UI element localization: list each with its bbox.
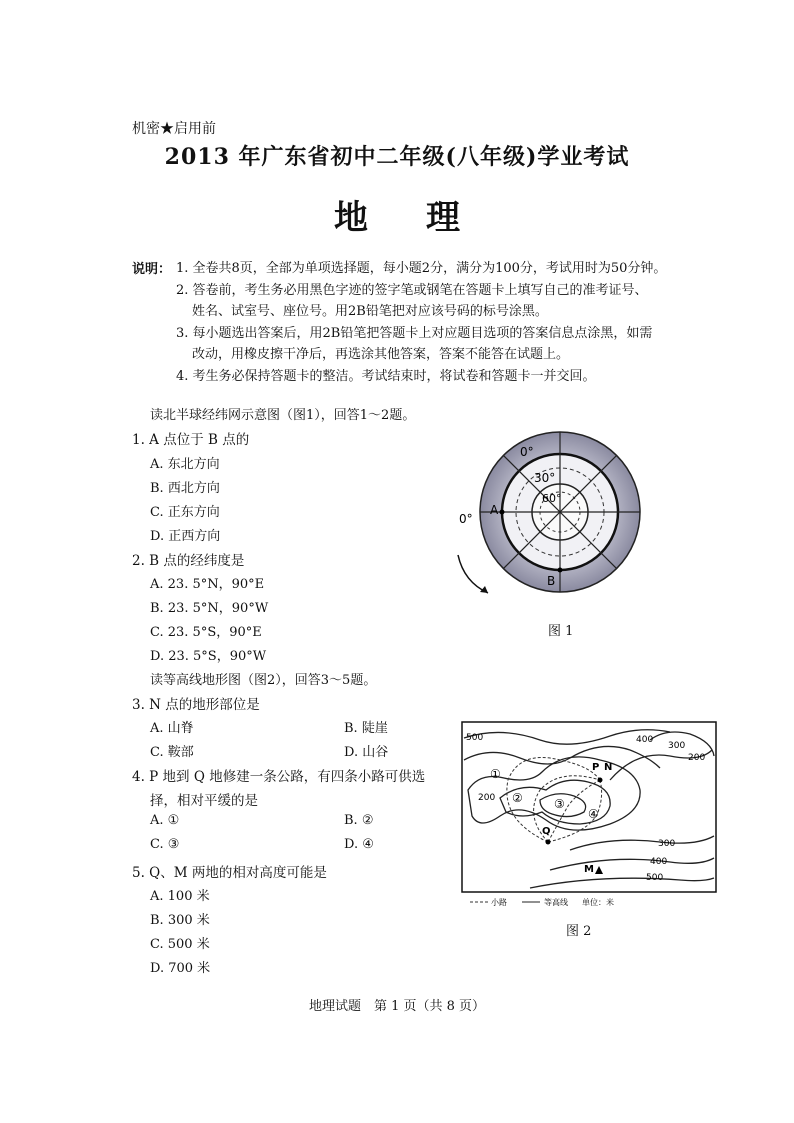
label-point-b: B — [547, 574, 556, 588]
legend-contour-label: 等高线 — [544, 898, 568, 907]
contour-label-500-right: 500 — [646, 873, 664, 883]
instructions-label: 说明： — [132, 262, 172, 277]
instruction-item: 4. 考生务必保持答题卡的整洁。考试结束时，将试卷和答题卡一并交回。 — [176, 369, 596, 384]
route-label-3: ③ — [554, 797, 565, 811]
label-30: 30° — [534, 471, 556, 485]
q5-option-d: D. 700 米 — [150, 961, 211, 976]
q5-option-a: A. 100 米 — [150, 889, 210, 904]
secret-mark: 机密★启用前 — [132, 121, 216, 137]
figure1-lat-lon-grid — [450, 430, 670, 630]
q2-option-c: C. 23. 5°S，90°E — [150, 625, 262, 640]
q4-option-c: C. ③ — [150, 837, 180, 852]
label-60: 60° — [542, 492, 562, 505]
q4-option-a: A. ① — [150, 813, 180, 828]
contour-label-500-top: 500 — [466, 733, 484, 743]
route-label-4: ④ — [588, 807, 599, 821]
q2-option-b: B. 23. 5°N，90°W — [150, 601, 269, 616]
rotation-arrow — [458, 555, 488, 593]
subject-title: 地理 — [334, 198, 518, 238]
q3-option-d: D. 山谷 — [344, 745, 389, 760]
page-footer: 地理试题 第 1 页（共 8 页） — [308, 999, 486, 1014]
question-4-stem-line1: 4. P 地到 Q 地修建一条公路，有四条小路可供选 — [132, 769, 426, 785]
point-b-marker — [558, 568, 563, 573]
q2-option-a: A. 23. 5°N，90°E — [150, 577, 265, 592]
contour-label-300-right: 300 — [658, 839, 676, 849]
q1-option-c: C. 正东方向 — [150, 505, 220, 520]
question-5-stem: 5. Q、M 两地的相对高度可能是 — [132, 865, 327, 881]
instruction-item: 姓名、试室号、座位号。用2B铅笔把对应该号码的标号涂黑。 — [192, 304, 548, 319]
route-label-2: ② — [512, 791, 523, 805]
instruction-item: 改动，用橡皮擦干净后，再选涂其他答案，答案不能答在试题上。 — [192, 347, 570, 362]
q1-option-d: D. 正西方向 — [150, 529, 221, 544]
contour-label-400-top: 400 — [636, 735, 654, 745]
q4-option-b: B. ② — [344, 813, 374, 828]
q5-option-c: C. 500 米 — [150, 937, 210, 952]
instruction-item: 3. 每小题选出答案后，用2B铅笔把答题卡上对应题目选项的答案信息点涂黑，如需 — [176, 326, 653, 341]
exam-title: 2013 年广东省初中二年级(八年级)学业考试 — [164, 144, 630, 170]
label-0-left: 0° — [459, 512, 473, 526]
q5-option-b: B. 300 米 — [150, 913, 210, 928]
instruction-item: 1. 全卷共8页，全部为单项选择题，每小题2分，满分为100分，考试用时为50分钟。 — [176, 261, 667, 276]
instruction-item: 2. 答卷前，考生务必用黑色字迹的签字笔或钢笔在答题卡上填写自己的准考证号、 — [176, 283, 648, 298]
q2-option-d: D. 23. 5°S，90°W — [150, 649, 267, 664]
label-0-top: 0° — [520, 445, 534, 459]
label-point-a: A — [490, 503, 499, 517]
point-q-marker — [546, 840, 551, 845]
figure2-contour-map — [460, 720, 720, 910]
section1-intro: 读北半球经纬网示意图（图1），回答1～2题。 — [150, 408, 416, 423]
point-p-marker — [598, 778, 603, 783]
figure2-caption: 图 2 — [566, 924, 592, 939]
question-4-stem-line2: 择，相对平缓的是 — [150, 793, 258, 809]
figure1-caption: 图 1 — [548, 624, 574, 639]
point-a-marker — [500, 510, 505, 515]
label-point-p: P — [592, 762, 600, 773]
contour-label-200-top: 200 — [688, 753, 706, 763]
legend-path-label: 小路 — [491, 898, 507, 907]
question-2-stem: 2. B 点的经纬度是 — [132, 553, 245, 569]
q1-option-a: A. 东北方向 — [150, 457, 220, 472]
label-point-n: N — [604, 762, 613, 773]
q3-option-b: B. 陡崖 — [344, 721, 388, 736]
section2-intro: 读等高线地形图（图2），回答3～5题。 — [150, 673, 377, 688]
contour-label-400-right: 400 — [650, 857, 668, 867]
q3-option-c: C. 鞍部 — [150, 745, 194, 760]
question-1-stem: 1. A 点位于 B 点的 — [132, 432, 250, 448]
q1-option-b: B. 西北方向 — [150, 481, 220, 496]
label-point-q: Q — [542, 826, 551, 837]
route-label-1: ① — [490, 767, 501, 781]
contour-label-300-top: 300 — [668, 741, 686, 751]
contour-label-200-left: 200 — [478, 793, 496, 803]
legend-unit-label: 单位：米 — [582, 898, 614, 907]
label-point-m: M — [584, 864, 594, 875]
question-3-stem: 3. N 点的地形部位是 — [132, 697, 260, 713]
q4-option-d: D. ④ — [344, 837, 374, 852]
q3-option-a: A. 山脊 — [150, 721, 194, 736]
